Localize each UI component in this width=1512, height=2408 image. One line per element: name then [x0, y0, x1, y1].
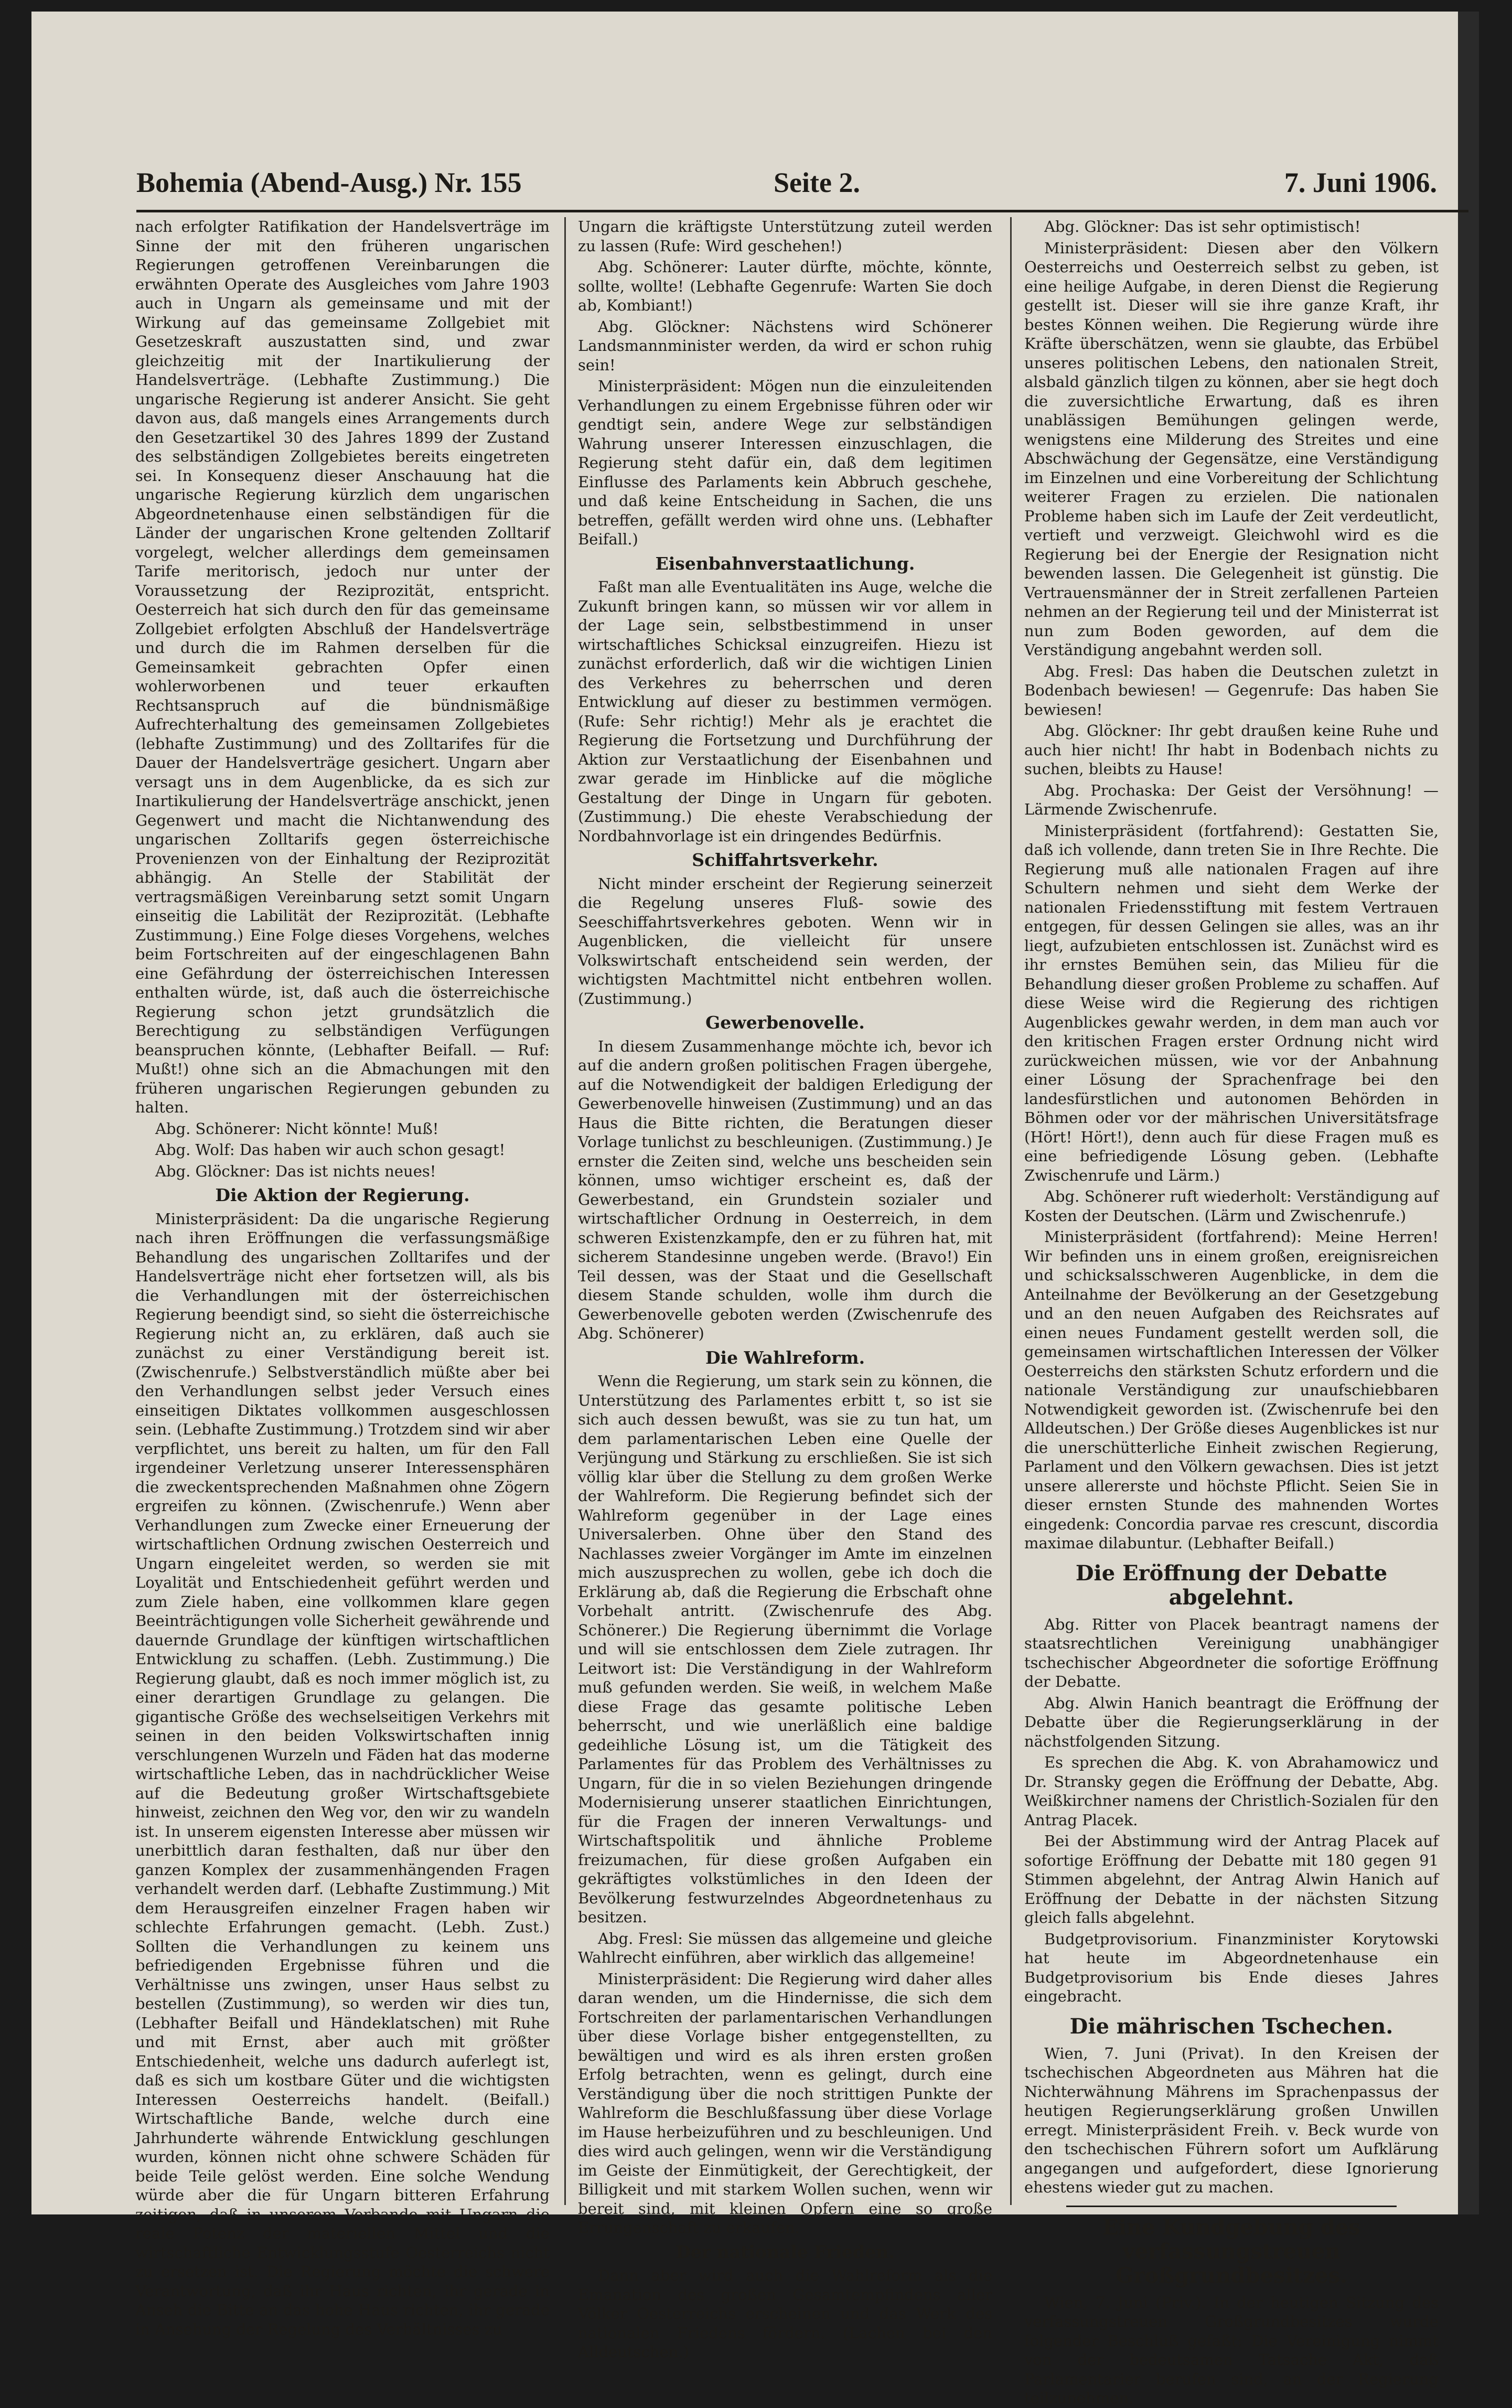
article-heading: Eine Kundgebung des verfassungstreuen Großgrundbesitzes.	[1102, 2214, 1360, 2288]
page-number: Seite 2.	[774, 167, 860, 198]
column-divider-1	[564, 217, 566, 2205]
paragraph: Faßt man alle Eventualitäten ins Auge, welche die Zukunft bringen kann, so müssen wir vor allem in der Lage sein, selbstbestimmend in unser wirtschaftliches Schicksal einzugreifen. Hiezu ist zunächst erforderlich, daß wir die wichtigen Linien des Verkehres zu beherrschen und deren Entwicklung auf dieser zu bestimmen vermögen. (Rufe: Sehr richtig!) Mehr als je erachtet die Regierung die Fortsetzung und Durchführung der Aktion zur Verstaatlichung der Eisenbahnen und zwar gerade im Hinblicke auf die mögliche Gestaltung der Dinge in Ungarn für geboten. (Zustimmung.) Die eheste Verabschiedung der Nordbahnvorlage ist ein dringendes Bedürfnis.	[578, 578, 992, 845]
paragraph: Ministerpräsident (fortfahrend): Gestatten Sie, daß ich vollende, dann treten Sie in Ihre Rechte. Die Regierung muß alle nationalen Fragen auf ihre Schultern nehmen und sieht dem Werke der nationalen Friedensstiftung mit festem Vertrauen entgegen, für dessen Gelingen sie alles, was an ihr liegt, aufzubieten entschlossen ist. Zunächst wird es ihr ernstes Bemühen sein, das Milieu für die Behandlung dieser großen Probleme zu schaffen. Auf diese Weise wird die Regierung des richtigen Augenblickes gewahr werden, in dem man auch vor den kritischen Fragen erster Ordnung nicht wird zurückweichen müssen, wie vor der Anbahnung einer Lösung der Sprachenfrage bei den landesfürstlichen und autonomen Behörden in Böhmen oder vor der mährischen Universitätsfrage (Hört! Hört!), denn auch für diese Fragen muß es eine befriedigende Lösung geben. (Lebhafte Zwischenrufe und Lärm.)	[1024, 821, 1439, 1184]
column-3	[1024, 217, 1439, 2407]
article-separator	[1066, 2206, 1397, 2207]
section-heading: Der nationale Frieden.	[675, 2241, 895, 2262]
paragraph: Ungarn die kräftigste Unterstützung zuteil werden zu lassen (Rufe: Wird geschehen!)	[578, 218, 992, 255]
interjection: Abg. Wolf: Das haben wir auch schon gesagt!	[155, 1141, 506, 1159]
section-heading: Schiffahrtsverkehr.	[692, 850, 878, 870]
paragraph: In diesem Zusammenhange möchte ich, bevor ich auf die andern großen politischen Fragen übergehe, auf die Notwendigkeit der baldigen Erledigung der Gewerbenovelle hinweisen (Zustimmung) und an das Haus die Bitte richten, die Beratungen dieser Vorlage tunlichst zu beschleunigen. (Zustimmung.) Je ernster die Zeiten sind, welche uns bescheiden sein können, umso wichtiger erscheint es, daß der Gewerbestand, ein Grundstein sozialer und wirtschaftlicher Ordnung in Oesterreich, in dem schweren Existenzkampfe, den er zu führen hat, mit sicherem Standesinne ungeben werde. (Bravo!) Ein Teil dessen, was der Staat und die Gesellschaft diesem Stande schulden, wolle ihm durch die Gewerbenovelle geboten werden (Zwischenrufe des Abg. Schönerer)	[578, 1037, 992, 1342]
paragraph: Dann aber wird auch die Wahlreform als die Emanation des großen Gesamtempfindens aller Völker Oesterreichs erscheinen und das Werk des nationalen Friedens fördern. (Lachen bei den Alldeutschen.)	[578, 2266, 992, 2361]
interjection: Abg. Schönerer: Nicht könnte! Muß!	[155, 1119, 439, 1138]
interjection: Abg. Schönerer ruft wiederholt: Verständigung auf Kosten der Deutschen. (Lärm und Zwischenrufe.)	[1024, 1187, 1439, 1225]
interjection: Abg. Fresl: Sie müssen das allgemeine und gleiche Wahlrecht einführen, aber wirklich das allgemeine!	[578, 1929, 992, 1966]
paragraph: Ministerpräsident: Diesen aber den Völkern Oesterreichs und Oesterreich selbst zu geben, ist eine heilige Aufgabe, in deren Dienst die Regierung gestellt ist. Dieser will sie ihre ganze Kraft, ihr bestes Können weihen. Die Regierung würde ihre Kräfte überschätzen, wenn sie glaubte, das Erbübel unseres politischen Lebens, den nationalen Streit, alsbald gänzlich tilgen zu können, aber sie hegt doch die zuversichtliche Erwartung, daß es ihren unablässigen Bemühungen gelingen werde, wenigstens eine Milderung des Streites und eine Abschwächung der Gegensätze, eine Verständigung im Einzelnen und eine Vorbereitung der Schlichtung weiterer Fragen zu erzielen. Die nationalen Probleme haben sich im Laufe der Zeit verdeutlicht, vertieft und verzweigt. Gleichwohl wird es die Regierung bei der Energie der Resignation nicht bewenden lassen. Die Gelegenheit ist günstig. Die Vertrauensmänner der in Streit zerfallenen Parteien nehmen an der Regierung teil und der Ministerrat ist nun zum Boden geworden, auf dem die Verständigung angebahnt werden soll.	[1024, 239, 1439, 659]
section-heading: Die Wahlreform.	[705, 1347, 865, 1368]
interjection: Abg. Fresl: Das haben die Deutschen zuletzt in Bodenbach bewiesen! — Gegenrufe: Das haben Sie bewiesen!	[1024, 662, 1439, 719]
paragraph: Nicht minder erscheint der Regierung seinerzeit die Regelung unseres Fluß- sowie des Seeschiffahrtsverkehres geboten. Wenn wir in Augenblicken, die vielleicht für unsere Volkswirtschaft entscheidend sein werden, der wichtigsten Machtmittel nicht entbehren wollen. (Zustimmung.)	[578, 874, 992, 1008]
interjection: Abg. Prochaska: Der Geist der Versöhnung! — Lärmende Zwischenrufe.	[1024, 781, 1439, 818]
article-heading: Die Eröffnung der Debatte abgelehnt.	[1075, 1560, 1388, 1610]
column-1	[135, 217, 550, 2338]
interjection: Abg. Glöckner: Das ist nichts neues!	[155, 1162, 436, 1180]
paragraph: Wenn die Regierung, um stark sein zu können, die Unterstützung des Parlamentes erbitt t, so ist sie sich auch dessen bewußt, was sie zu tun hat, um dem parlamentarischen Leben eine Quelle der Verjüngung und Stärkung zu erschließen. Sie ist sich völlig klar über die Stellung zu dem großen Werke der Wahlreform. Die Regierung befindet sich der Wahlreform gegenüber in der Lage eines Universalerben. Ohne über den Stand des Nachlasses zweier Vorgänger im Amte im einzelnen mich auszusprechen zu wollen, gebe ich doch die Erklärung ab, daß die Regierung die Erbschaft ohne Vorbehalt antritt. (Zwischenrufe des Abg. Schönerer.) Die Regierung übernimmt die Vorlage und will sie entschlossen dem Ziele zutragen. Ihr Leitwort ist: Die Verständigung in der Wahlreform muß gefunden werden. Sie weiß, in welchem Maße diese Frage das gesamte politische Leben beherrscht, und wie unerläßlich eine baldige gedeihliche Lösung ist, um die Tätigkeit des Parlamentes für das Problem des Verhältnisses zu Ungarn, für die in so vielen Beziehungen dringende Modernisierung unserer staatlichen Einrichtungen, für die Fragen der inneren Verwaltungs- und Wirtschaftspolitik und ähnliche Probleme freizumachen, für diese großen Aufgaben ein gekräftigtes volkstümliches in den Ideen der Bevölkerung festwurzelndes Abgeordnetenhaus zu besitzen.	[578, 1372, 992, 1926]
paragraph: Budgetprovisorium. Finanzminister Korytowski hat heute im Abgeordnetenhause ein Budgetprovisorium bis Ende dieses Jahres eingebracht.	[1024, 1930, 1439, 2005]
interjection: Abg. Glöckner: Ihr gebt draußen keine Ruhe und auch hier nicht! Ihr habt in Bodenbach nichts zu suchen, bleibts zu Hause!	[1024, 722, 1439, 778]
paragraph: Bei der Abstimmung wird der Antrag Placek auf sofortige Eröffnung der Debatte mit 180 gegen 91 Stimmen abgelehnt, der Antrag Alwin Hanich auf Eröffnung der Debatte in der nächsten Sitzung gleich falls abgelehnt.	[1024, 1832, 1439, 1927]
paragraph: Ministerpräsident (fortfahrend): Meine Herren! Wir befinden uns in einem großen, ereignisreichen und schicksalsschweren Augenblicke, in dem die Anteilnahme der Bevölkerung an der Gesetzgebung und an den neuen Aufgaben des Reichsrates auf einen neues Fundament gestellt werden soll, die gemeinsamen wirtschaftlichen Interessen der Völker Oesterreichs den stärksten Schutz erfordern und die nationale Verständigung zur unaufschiebbaren Notwendigkeit geworden ist. (Zwischenrufe bei den Alldeutschen.) Der Größe dieses Augenblickes ist nur die unerschütterliche Einheit zwischen Regierung, Parlament und den Völkern gewachsen. Dies ist jetzt unsere allererste und höchste Pflicht. Seien Sie in dieser ernsten Stunde des mahnenden Wortes eingedenk: Concordia parvae res crescunt, discordia maximae dilabuntur. (Lebhafter Beifall.)	[1024, 1228, 1439, 1552]
header-rule	[136, 210, 1468, 212]
interjection: Abg. Glöckner: Nächstens wird Schönerer Landsmannminister werden, da wird er schon ruhig sein!	[578, 317, 992, 374]
paragraph: Abg. Alwin Hanich beantragt die Eröffnung der Debatte über die Regierungserklärung in der nächstfolgenden Sitzung.	[1024, 1694, 1439, 1750]
section-heading: Die Aktion der Regierung.	[215, 1185, 470, 1205]
interjection: Abg. Glöckner: Das ist sehr optimistisch!	[1044, 218, 1361, 236]
column-divider-2	[1010, 217, 1012, 2205]
paragraph: Ministerpräsident: Die Regierung wird daher alles daran wenden, um die Hindernisse, die sich dem Fortschreiten der parlamentarischen Verhandlungen über diese Vorlage bisher entgegenstellten, zu bewältigen und wird es als ihren ersten großen Erfolg betrachten, wenn es gelingt, durch eine Verständigung über die noch strittigen Punkte der Wahlreform die Beschlußfassung über diese Vorlage im Hause herbeizuführen und zu beschleunigen. Und dies wird auch gelingen, wenn wir die Verständigung im Geiste der Einmütigkeit, der Gerechtigkeit, der Billigkeit und mit starkem Wollen suchen, wenn wir bereit sind, mit kleinen Opfern eine so große Errungenschaft zu erkaufen.	[578, 1970, 992, 2236]
article-heading: Die mährischen Tschechen.	[1069, 2014, 1393, 2039]
interjection: Abg. Schönerer: Lauter dürfte, möchte, könnte, sollte, wollte! (Lebhafte Gegenrufe: Warten Sie doch ab, Kombiant!)	[578, 258, 992, 314]
paragraph: Abg. Ritter von Placek beantragt namens der staatsrechtlichen Vereinigung unabhängiger tschechischer Abgeordneter die sofortige Eröffnung der Debatte.	[1024, 1615, 1439, 1690]
paragraph: Wien, 7. Juni (Priv.). In der heutigen Sitzung des verfassungstreuen Großgrundbesitzes wurde folgender Beschluß gefaßt: Die Vereinigung nimmt von der bedeutsamen Tatsache Akt, daß Parlamentarier berufen sind, an der Regierung teilzunehmen.	[1024, 2293, 1439, 2407]
paragraph: Ministerpräsident: Da die ungarische Regierung nach ihren Eröffnungen die verfassungsmäßige Behandlung des ungarischen Zolltarifes und der Handelsverträge nicht eher fortsetzen will, als bis die Verhandlungen mit der österreichischen Regierung beendigt sind, so sieht die österreichische Regierung nicht an, zu erklären, daß auch sie zunächst zu einer Verständigung bereit ist. (Zwischenrufe.) Selbstverständlich müßte aber bei den Verhandlungen selbst jeder Versuch eines einseitigen Diktates vollkommen ausgeschlossen sein. (Lebhafte Zustimmung.) Trotzdem sind wir aber verpflichtet, uns bereit zu halten, um für den Fall irgendeiner Verletzung unserer Interessensphären die zweckentsprechenden Maßnahmen ohne Zögern ergreifen zu können. (Zwischenrufe.) Wenn aber Verhandlungen zum Zwecke einer Erneuerung der wirtschaftlichen Ordnung zwischen Oesterreich und Ungarn eingeleitet werden, so werden sie mit Loyalität und Entschiedenheit geführt werden und zum Ziele haben, eine vollkommen klare gegen Beeinträchtigungen volle Sicherheit gewährende und dauernde Grundlage der künftigen wirtschaftlichen Entwicklung zu schaffen. (Lebh. Zustimmung.) Die Regierung glaubt, daß es noch immer möglich ist, zu einer derartigen Grundlage zu gelangen. Die gigantische Größe des wechselseitigen Verkehrs mit seinen in den beiden Volkswirtschaften innig verschlungenen Wurzeln und Fäden hat das moderne wirtschaftliche Leben, das in nachdrücklicher Weise auf die Bedeutung großer Wirtschaftsgebiete hinweist, zeichnen den Weg vor, den wir zu wandeln ist. In unserem eigensten Interesse aber müssen wir unerbittlich daran festhalten, daß nur über den ganzen Komplex der zusammenhängenden Fragen verhandelt werden darf. (Lebhafte Zustimmung.) Mit dem Herausgreifen einzelner Fragen haben wir schlechte Erfahrungen gemacht. (Lebh. Zust.) Sollten die Verhandlungen zu keinem uns befriedigenden Ergebnisse führen und die Verhältnisse uns zwingen, unser Haus selbst zu bestellen (Zustimmung), so werden wir dies tun, (Lebhafter Beifall und Händeklatschen) mit Ruhe und mit Ernst, aber auch mit größter Entschiedenheit, welche uns dadurch auferlegt ist, daß es sich um kostbare Güter und die wichtigsten Interessen Oesterreichs handelt. (Beifall.) Wirtschaftliche Bande, welche durch eine Jahrhunderte währende Entwicklung geschlungen wurden, können nicht ohne schwere Schäden für beide Teile gelöst werden. Eine solche Wendung würde aber die für Ungarn bitteren Erfahrung zeitigen, daß in unserem Verbande mit Ungarn die reale Potenz der materiellen Mittel und die wirtschaftliche Entwicklungsstufe Oesterreichs nicht zu ersetzen ist. Die Regierung möchte die schwere Verantwortung, daß ihr Haus richten, ihr gerade in Anseh die Bitte an das hohe Haus richten, ihr gerade in Ansehung der Regelung des Verhältnisses zu	[135, 1210, 550, 2338]
page-header	[136, 166, 1479, 208]
paragraph: nach erfolgter Ratifikation der Handelsverträge im Sinne der mit den früheren ungarischen Regierungen getroffenen Vereinbarungen die erwähnten Operate des Ausgleiches vom Jahre 1903 auch in Ungarn als gemeinsame und mit der Wirkung auf das gemeinsame Zollgebiet mit Gesetzeskraft auszustatten sind, und zwar gleichzeitig mit der Inartikulierung der Handelsverträge. (Lebhafte Zustimmung.) Die ungarische Regierung ist anderer Ansicht. Sie geht davon aus, daß mangels eines Arrangements durch den Gesetzartikel 30 des Jahres 1899 der Zustand des selbständigen Zollgebietes bereits eingetreten sei. In Konsequenz dieser Anschauung hat die ungarische Regierung kürzlich dem ungarischen Abgeordnetenhause einen selbständigen für die Länder der ungarischen Krone geltenden Zolltarif vorgelegt, welcher allerdings dem gemeinsamen Tarife meritorisch, jedoch nur unter der Voraussetzung der Reziprozität, entspricht. Oesterreich hat sich durch den für das gemeinsame Zollgebiet erfolgten Abschluß der Handelsverträge und durch die im Rahmen derselben für die Gemeinsamkeit gebrachten Opfer einen wohlerworbenen und teuer erkauften Rechtsanspruch auf die bündnismäßige Aufrechterhaltung des gemeinsamen Zollgebietes (lebhafte Zustimmung) und des Zolltarifes für die Dauer der Handelsverträge gesichert. Ungarn aber versagt uns in dem Augenblicke, da es sich zur Inartikulierung der Handelsverträge anschickt, jenen Gegenwert und macht die Nichtanwendung des ungarischen Zolltarifs gegen österreichische Provenienzen von der Einhaltung der Reziprozität abhängig. An Stelle der Stabilität der vertragsmäßigen Vereinbarung setzt somit Ungarn einseitig die Labilität der Reziprozität. (Lebhafte Zustimmung.) Eine Folge dieses Vorgehens, welches beim Fortschreiten auf der eingeschlagenen Bahn eine Gefährdung der österreichischen Interessen enthalten würde, ist, daß auch die österreichische Regierung schon jetzt grundsätzlich die Berechtigung zu selbständigen Verfügungen beanspruchen könnte, (Lebhafter Beifall. — Ruf: Mußt!) ohne sich an die Abmachungen mit den früheren ungarischen Regierungen gebunden zu halten.	[135, 218, 550, 1116]
section-heading: Eisenbahnverstaatlichung.	[655, 553, 915, 574]
page-edge-shadow	[1458, 12, 1479, 2214]
paragraph: Es sprechen die Abg. K. von Abrahamowicz und Dr. Stransky gegen die Eröffnung der Debatte, Abg. Weißkirchner namens der Christlich-Sozialen für den Antrag Placek.	[1024, 1753, 1439, 1829]
paragraph: Wien, 7. Juni (Privat). In den Kreisen der tschechischen Abgeordneten aus Mähren hat die Nichterwähnung Mährens im Sprachenpassus der heutigen Regierungserklärung großen Unwillen erregt. Ministerpräsident Freih. v. Beck wurde von den tschechischen Führern sofort um Aufklärung angegangen und aufgefordert, diese Ignorierung ehestens wieder gut zu machen.	[1024, 2044, 1439, 2196]
paragraph: Ministerpräsident: Mögen nun die einzuleitenden Verhandlungen zu einem Ergebnisse führen oder wir gendtigt sein, andere Wege zur selbständigen Wahrung unserer Interessen einzuschlagen, die Regierung steht dafür ein, daß dem legitimen Einflusse des Parlaments kein Abbruch geschehe, und daß keine Entscheidung in Sachen, die uns betreffen, gefällt werden wird ohne uns. (Lebhafter Beifall.)	[578, 377, 992, 548]
section-heading: Gewerbenovelle.	[705, 1012, 865, 1033]
newspaper-page	[31, 12, 1479, 2407]
issue-date: 7. Juni 1906.	[1284, 167, 1437, 198]
column-2	[578, 217, 992, 2361]
newspaper-title: Bohemia (Abend-Ausg.) Nr. 155	[136, 167, 522, 198]
